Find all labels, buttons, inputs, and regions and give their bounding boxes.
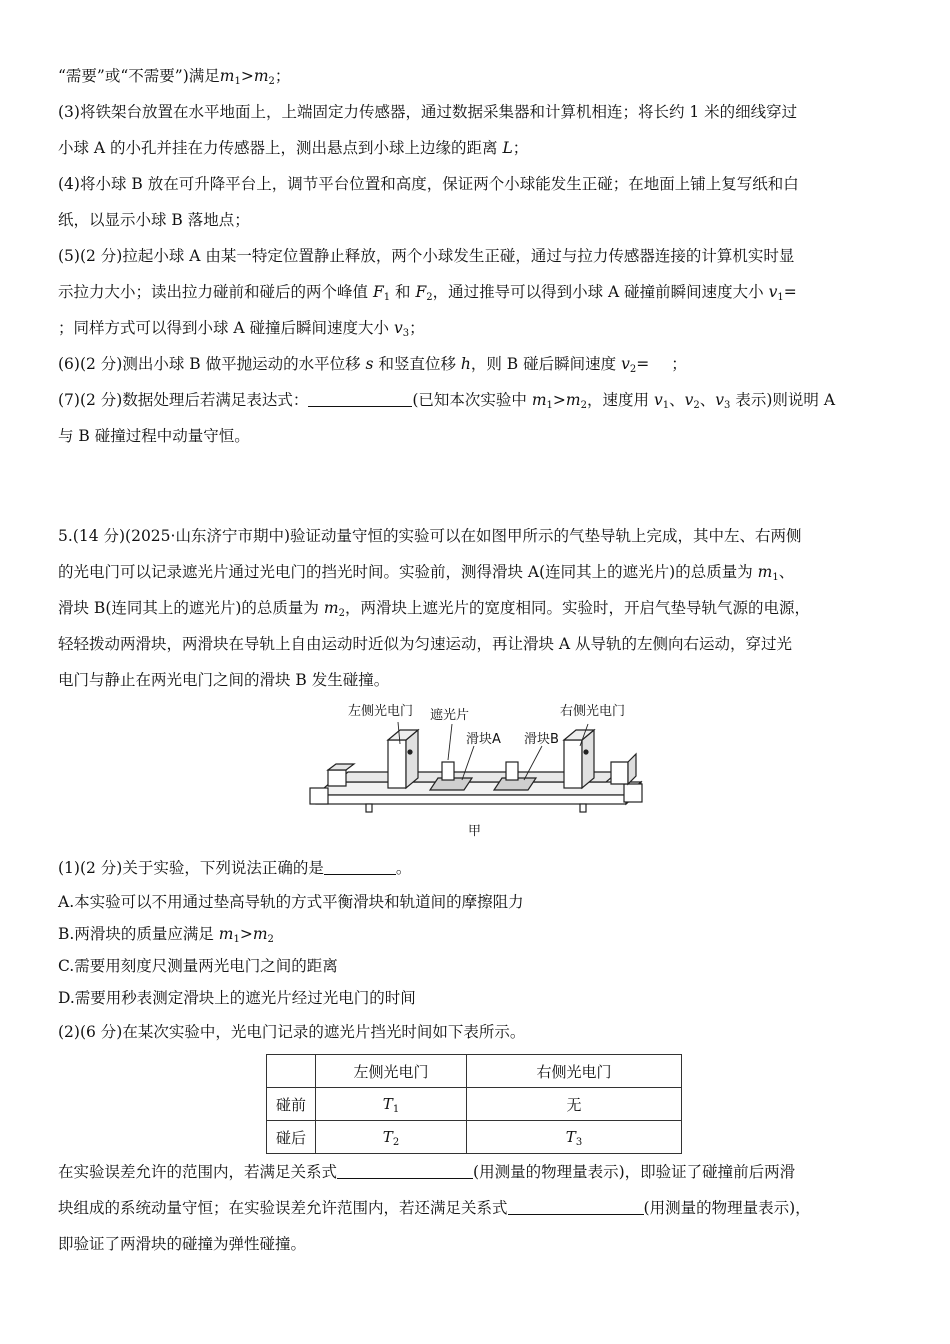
label-shade: 遮光片	[430, 708, 470, 723]
table-cell: $T_2$	[316, 1121, 467, 1154]
label-slider-a: 滑块A	[466, 732, 501, 747]
q4-step5-line2: 示拉力大小；读出拉力碰前和碰后的两个峰值 $F_1$ 和 $F_2$，通过推导可以得到小球 A 碰撞前瞬间速度大小 $v_1=$	[58, 283, 797, 303]
gate-time-table	[266, 1054, 682, 1154]
q5-stem-line1: 5.(14 分)(2025·山东济宁市期中)验证动量守恒的实验可以在如图甲所示的气垫导轨上完成，其中左、右两侧	[58, 527, 802, 545]
option-a: A.本实验可以不用通过垫高导轨的方式平衡滑块和轨道间的摩擦阻力	[58, 893, 524, 911]
q4-step7-line2: 与 B 碰撞过程中动量守恒。	[58, 427, 250, 445]
option-b: B.两滑块的质量应满足 $m_1>m_2$	[58, 925, 274, 945]
option-c: C.需要用刻度尺测量两光电门之间的距离	[58, 957, 338, 975]
q5-conclusion-line2: 块组成的系统动量守恒；在实验误差允许范围内，若还满足关系式 (用测量的物理量表示)，	[58, 1199, 811, 1217]
q5-conclusion-line3: 即验证了两滑块的碰撞为弹性碰撞。	[58, 1235, 307, 1253]
table-cell: 碰后	[267, 1121, 316, 1154]
air-track-figure	[306, 700, 646, 850]
q4-step5-line3: ；同样方式可以得到小球 A 碰撞后瞬间速度大小 $v_3$；	[58, 319, 425, 339]
q5-conclusion-line1: 在实验误差允许的范围内，若满足关系式 (用测量的物理量表示)，即验证了碰撞前后两滑	[58, 1163, 796, 1181]
q5-stem-line4: 轻轻拨动两滑块，两滑块在导轨上自由运动时近似为匀速运动，再让滑块 A 从导轨的左侧向右运动，穿过光	[58, 635, 793, 653]
q4-step4-line2: 纸，以显示小球 B 落地点；	[58, 211, 250, 229]
q5-stem-line5: 电门与静止在两光电门之间的滑块 B 发生碰撞。	[58, 671, 390, 689]
q4-line0: “需要”或“不需要”)满足$m_1>m_2$；	[58, 67, 291, 87]
answer-blank-5-2a[interactable]	[337, 1162, 473, 1179]
table-header-cell: 右侧光电门	[467, 1055, 682, 1088]
table-cell: 无	[467, 1088, 682, 1121]
table-cell: $T_3$	[467, 1121, 682, 1154]
answer-blank-7[interactable]	[308, 390, 412, 407]
label-slider-b: 滑块B	[524, 732, 559, 747]
document-page	[58, 58, 898, 1262]
table-cell: 碰前	[267, 1088, 316, 1121]
q5-part1: (1)(2 分)关于实验，下列说法正确的是 。	[58, 859, 412, 877]
q4-step6: (6)(2 分)测出小球 B 做平抛运动的水平位移 s 和竖直位移 h，则 B 碰后瞬间速度 $v_2=$ ；	[58, 355, 687, 375]
table-row	[267, 1088, 682, 1121]
q4-step4-line1: (4)将小球 B 放在可升降平台上，调节平台位置和高度，保证两个小球能发生正碰；在地面上铺上复写纸和白	[58, 175, 799, 193]
answer-blank-5-2b[interactable]	[508, 1198, 644, 1215]
table-row	[267, 1121, 682, 1154]
answer-blank-5-1[interactable]	[324, 858, 396, 875]
table-row	[267, 1055, 682, 1088]
table-cell: $T_1$	[316, 1088, 467, 1121]
label-right-gate: 右侧光电门	[560, 704, 626, 719]
q4-step5-line1: (5)(2 分)拉起小球 A 由某一特定位置静止释放，两个小球发生正碰，通过与拉力传感器连接的计算机实时显	[58, 247, 795, 265]
label-left-gate: 左侧光电门	[348, 704, 414, 719]
figure-caption: 甲	[468, 824, 482, 839]
table-header-cell: 左侧光电门	[316, 1055, 467, 1088]
q4-step3-line2: 小球 A 的小孔并挂在力传感器上，测出悬点到小球上边缘的距离 L；	[58, 139, 529, 157]
q5-stem-line2: 的光电门可以记录遮光片通过光电门的挡光时间。实验前，测得滑块 A(连同其上的遮光片)的总质量为 $m_1$、	[58, 563, 795, 583]
q5-part2: (2)(6 分)在某次实验中，光电门记录的遮光片挡光时间如下表所示。	[58, 1023, 526, 1041]
q4-step3-line1: (3)将铁架台放置在水平地面上，上端固定力传感器，通过数据采集器和计算机相连；将长约 1 米的细线穿过	[58, 103, 798, 121]
option-d: D.需要用秒表测定滑块上的遮光片经过光电门的时间	[58, 989, 416, 1007]
q4-step7-line1: (7)(2 分)数据处理后若满足表达式： (已知本次实验中 $m_1>m_2$，速度用 $v_1$、$v_2$、$v_3$ 表示)则说明 A	[58, 391, 836, 411]
table-header-cell	[267, 1055, 316, 1088]
q5-stem-line3: 滑块 B(连同其上的遮光片)的总质量为 $m_2$，两滑块上遮光片的宽度相同。实验时，开启气垫导轨气源的电源，	[58, 599, 810, 619]
